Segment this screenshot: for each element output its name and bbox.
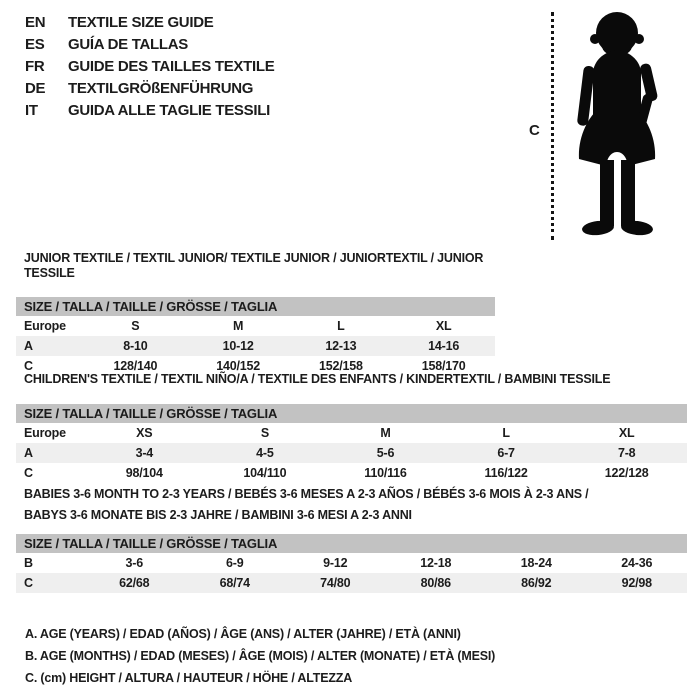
size-header-bar: SIZE / TALLA / TAILLE / GRÖSSE / TAGLIA bbox=[16, 404, 687, 423]
height-cell: 116/122 bbox=[484, 466, 528, 480]
table-row-age bbox=[16, 443, 687, 463]
age-cell: 10-12 bbox=[222, 339, 254, 353]
footnote-b: B. AGE (MONTHS) / EDAD (MESES) / ÂGE (MOIS) / ALTER (MONATE) / ETÀ (MESI) bbox=[25, 649, 496, 663]
table-row-europe bbox=[16, 316, 495, 336]
height-cell: 140/152 bbox=[216, 359, 261, 373]
table-title-line2: BABYS 3-6 MONATE BIS 2-3 JAHRE / BAMBINI 3-6 MESI A 2-3 ANNI bbox=[24, 508, 412, 522]
height-cell: 128/140 bbox=[113, 359, 158, 373]
table-row-age bbox=[16, 336, 495, 356]
language-title: GUIDA ALLE TAGLIE TESSILI bbox=[68, 101, 270, 119]
size-cell: L bbox=[502, 426, 510, 440]
age-cell: 14-16 bbox=[428, 339, 460, 353]
table-title: JUNIOR TEXTILE / TEXTIL JUNIOR/ TEXTILE JUNIOR / JUNIORTEXTIL / JUNIOR TESSILE bbox=[24, 251, 484, 280]
size-cell: S bbox=[131, 319, 140, 333]
age-cell: 24-36 bbox=[621, 556, 653, 570]
size-cell: M bbox=[380, 426, 391, 440]
language-title: TEXTILE SIZE GUIDE bbox=[68, 13, 214, 31]
height-cell: 98/104 bbox=[125, 466, 163, 480]
height-measure-dotted-line bbox=[551, 12, 554, 240]
language-title: GUIDE DES TAILLES TEXTILE bbox=[68, 57, 275, 75]
size-cell: M bbox=[233, 319, 244, 333]
size-cell: XL bbox=[618, 426, 635, 440]
age-cell: 5-6 bbox=[376, 446, 395, 460]
table-title: CHILDREN'S TEXTILE / TEXTIL NIÑO/A / TEXTILE DES ENFANTS / KINDERTEXTIL / BAMBINI TESSILE bbox=[24, 372, 611, 386]
table-row-height bbox=[16, 573, 687, 593]
height-cell: 68/74 bbox=[219, 576, 250, 590]
height-cell: 86/92 bbox=[521, 576, 552, 590]
childrens-textile-table bbox=[16, 372, 687, 483]
size-cell: L bbox=[337, 319, 345, 333]
age-cell: 7-8 bbox=[617, 446, 636, 460]
height-cell: 110/116 bbox=[364, 466, 407, 480]
age-cell: 3-4 bbox=[135, 446, 154, 460]
language-code: ES bbox=[25, 35, 45, 53]
language-line-en bbox=[25, 11, 274, 33]
row-label: C bbox=[24, 466, 33, 480]
table-row-height bbox=[16, 463, 687, 483]
height-cell: 62/68 bbox=[119, 576, 150, 590]
height-cell: 158/170 bbox=[421, 359, 466, 373]
size-cell: XS bbox=[136, 426, 153, 440]
height-cell: 122/128 bbox=[604, 466, 649, 480]
age-cell: 6-9 bbox=[226, 556, 244, 570]
babies-textile-table bbox=[16, 487, 687, 593]
row-label: C bbox=[24, 576, 33, 590]
size-cell: S bbox=[260, 426, 269, 440]
language-title: GUÍA DE TALLAS bbox=[68, 35, 188, 53]
age-cell: 6-7 bbox=[497, 446, 515, 460]
size-header-bar: SIZE / TALLA / TAILLE / GRÖSSE / TAGLIA bbox=[16, 534, 687, 553]
footnote-a: A. AGE (YEARS) / EDAD (AÑOS) / ÂGE (ANS) / ALTER (JAHRE) / ETÀ (ANNI) bbox=[25, 627, 461, 641]
age-cell: 9-12 bbox=[323, 556, 348, 570]
height-cell: 74/80 bbox=[320, 576, 351, 590]
language-line-it bbox=[25, 99, 274, 121]
table-row-europe bbox=[16, 423, 687, 443]
height-cell: 104/110 bbox=[243, 466, 287, 480]
age-cell: 12-18 bbox=[420, 556, 452, 570]
language-code: IT bbox=[25, 101, 38, 119]
footnote-c: C. (cm) HEIGHT / ALTURA / HAUTEUR / HÖHE / ALTEZZA bbox=[25, 671, 353, 685]
age-cell: 4-5 bbox=[256, 446, 274, 460]
language-code: EN bbox=[25, 13, 46, 31]
row-label: C bbox=[24, 359, 33, 373]
footnotes bbox=[25, 623, 495, 689]
language-code: FR bbox=[25, 57, 45, 75]
toddler-silhouette-icon bbox=[565, 8, 670, 240]
height-measure-label: C bbox=[529, 122, 540, 139]
height-cell: 92/98 bbox=[621, 576, 652, 590]
junior-textile-table bbox=[16, 251, 495, 376]
size-header-bar: SIZE / TALLA / TAILLE / GRÖSSE / TAGLIA bbox=[16, 297, 495, 316]
row-label: A bbox=[24, 446, 33, 460]
language-line-es bbox=[25, 33, 274, 55]
table-row-age-months bbox=[16, 553, 687, 573]
size-cell: XL bbox=[435, 319, 452, 333]
row-label: A bbox=[24, 339, 33, 353]
table-title-line1: BABIES 3-6 MONTH TO 2-3 YEARS / BEBÉS 3-6 MESES A 2-3 AÑOS / BÉBÉS 3-6 MOIS À 2-3 ANS / bbox=[24, 487, 589, 501]
language-line-fr bbox=[25, 55, 274, 77]
age-cell: 18-24 bbox=[520, 556, 552, 570]
row-label: B bbox=[24, 556, 33, 570]
language-title: TEXTILGRÖßENFÜHRUNG bbox=[68, 79, 254, 97]
height-cell: 152/158 bbox=[318, 359, 363, 373]
age-cell: 3-6 bbox=[125, 556, 143, 570]
language-code: DE bbox=[25, 79, 46, 97]
height-cell: 80/86 bbox=[420, 576, 451, 590]
row-label: Europe bbox=[24, 319, 66, 333]
row-label: Europe bbox=[24, 426, 66, 440]
age-cell: 8-10 bbox=[123, 339, 148, 353]
age-cell: 12-13 bbox=[325, 339, 357, 353]
language-list bbox=[25, 11, 274, 121]
language-line-de bbox=[25, 77, 274, 99]
